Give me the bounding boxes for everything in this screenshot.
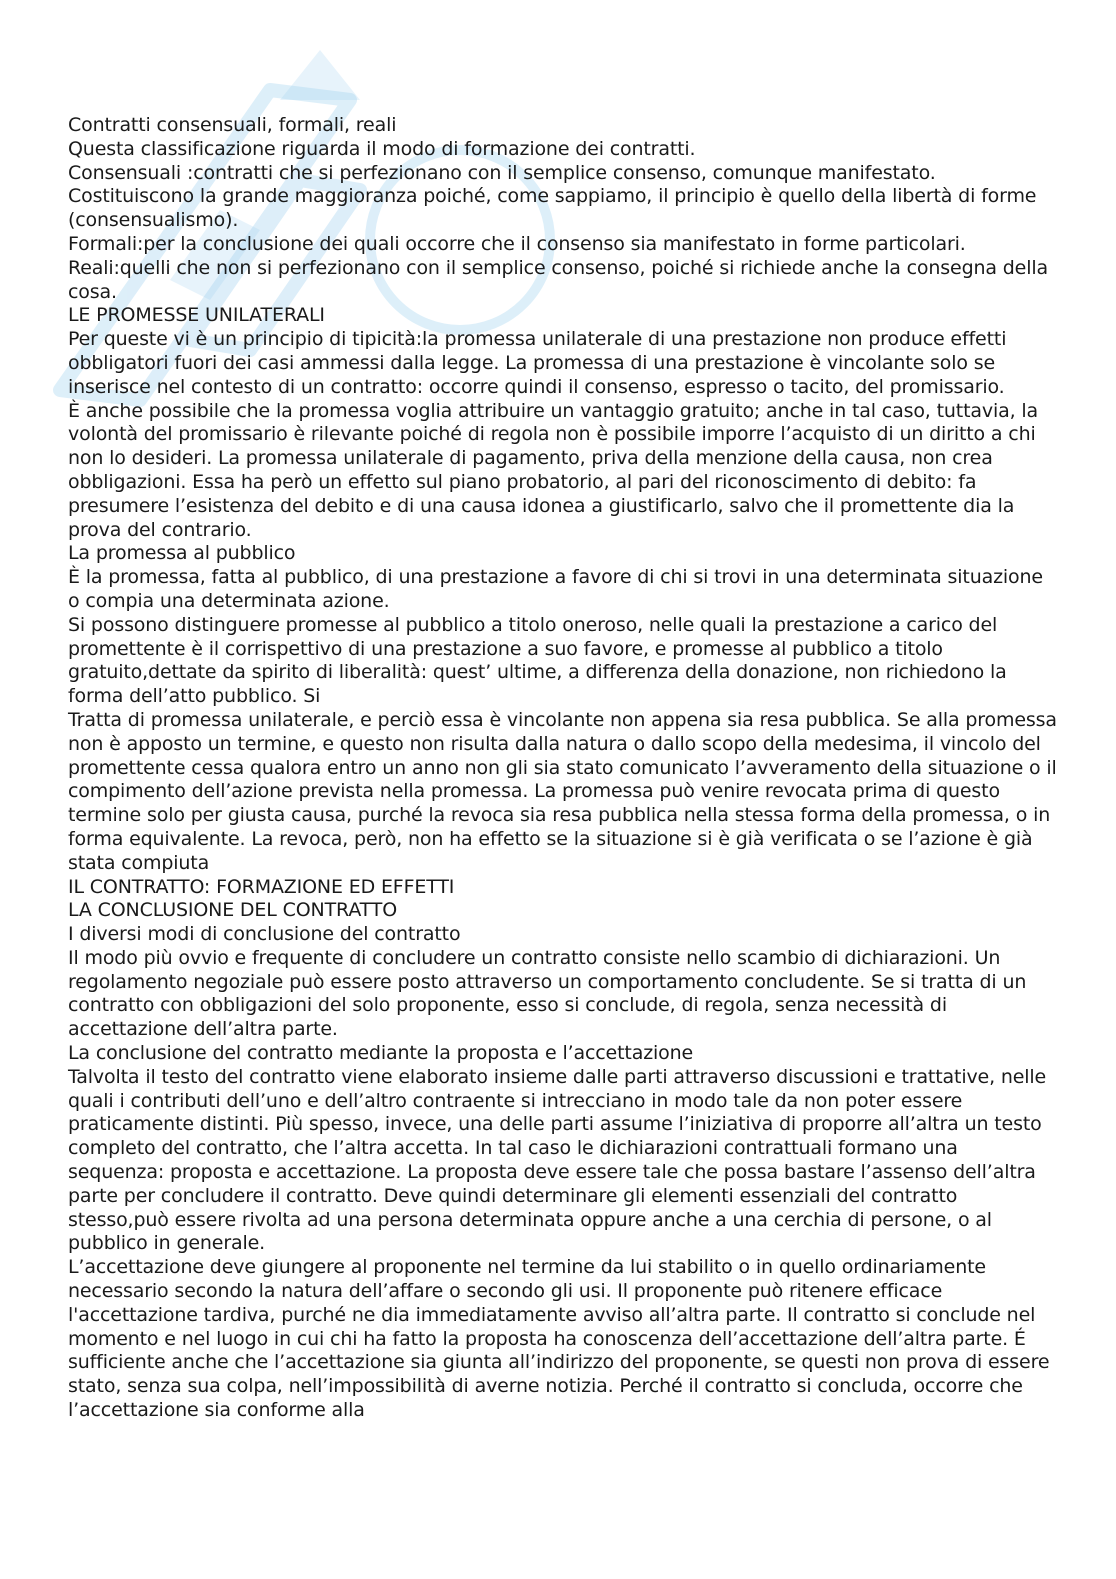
heading-promessa-al-pubblico: La promessa al pubblico [68,542,296,565]
heading-contratti: Contratti consensuali, formali, reali [68,114,397,136]
document-body [68,114,1058,1423]
paragraph: Il modo più ovvio e frequente di concludere un contratto consiste nello scambio di dichiarazioni. Un regolamento negoziale può essere posto attraverso un comportamento concludente. Se si tratta di un contratto con obbligazioni del solo proponente, esso si conclude, di regola, senza necessità di accettazione dell’altra parte. [68,946,1027,1041]
heading-proposta-accettazione: La conclusione del contratto mediante la proposta e l’accettazione [68,1042,694,1065]
paragraph: Reali:quelli che non si perfezionano con il semplice consenso, poiché si richiede anche la consegna della cosa. [68,256,1048,303]
paragraph: Questa classificazione riguarda il modo di formazione dei contratti. [68,137,696,160]
paragraph: Consensuali :contratti che si perfezionano con il semplice consenso, comunque manifestato. [68,161,936,184]
paragraph: È anche possibile che la promessa voglia attribuire un vantaggio gratuito; anche in tal caso, tuttavia, la volontà del promissario è rilevante poiché di regola non è possibile imporre l’acquisto di un diritto a chi non lo desideri. La promessa unilaterale di pagamento, priva della menzione della causa, non crea obbligazioni. Essa ha però un effetto sul piano probatorio, al pari del riconoscimento di debito: fa presumere l’esistenza del debito e di una causa idonea a giustificarlo, salvo che il promettente dia la prova del contrario. [68,399,1038,541]
heading-diversi-modi: I diversi modi di conclusione del contratto [68,923,461,946]
paragraph: Talvolta il testo del contratto viene elaborato insieme dalle parti attraverso discussioni e trattative, nelle quali i contributi dell’uno e dell’altro contraente si intrecciano in modo tale da non poter essere praticamente distinti. Più spesso, invece, una delle parti assume l’iniziativa di proporre all’altra un testo completo del contratto, che l’altra accetta. In tal caso le dichiarazioni contrattuali formano una sequenza: proposta e accettazione. La proposta deve essere tale che possa bastare l’assenso dell’altra parte per concludere il contratto. Deve quindi determinare gli elementi essenziali del contratto stesso,può essere rivolta ad una persona determinata oppure anche a una cerchia di persone, o al pubblico in generale. [68,1065,1047,1255]
paragraph: Costituiscono la grande maggioranza poiché, come sappiamo, il principio è quello della libertà di forme (consensualismo). [68,185,1037,232]
paragraph: Formali:per la conclusione dei quali occorre che il consenso sia manifestato in forme particolari. [68,232,966,255]
paragraph: L’accettazione deve giungere al proponente nel termine da lui stabilito o in quello ordinariamente necessario secondo la natura dell’affare o secondo gli usi. Il proponente può ritenere efficace l'accettazione tardiva, purché ne dia immediatamente avviso all’altra parte. Il contratto si conclude nel momento e nel luogo in cui chi ha fatto la proposta ha conoscenza dell’accettazione dell’altra parte. É sufficiente anche che l’accettazione sia giunta all’indirizzo del proponente, se questi non prova di essere stato, senza sua colpa, nell’impossibilità di averne notizia. Perché il contratto si concluda, occorre che l’accettazione sia conforme alla [68,1256,1050,1422]
heading-promesse-unilaterali: LE PROMESSE UNILATERALI [68,304,325,327]
paragraph: Tratta di promessa unilaterale, e perciò essa è vincolante non appena sia resa pubblica. Se alla promessa non è apposto un termine, e questo non risulta dalla natura o dallo scopo della medesima, il vincolo del promettente cessa qualora entro un anno non gli sia stato comunicato l’avveramento della situazione o il compimento dell’azione prevista nella promessa. La promessa può venire revocata prima di questo termine solo per giusta causa, purché la revoca sia resa pubblica nella stessa forma della promessa, o in forma equivalente. La revoca, però, non ha effetto se la situazione si è già verificata o se l’azione è già stata compiuta [68,708,1057,874]
heading-conclusione-contratto: LA CONCLUSIONE DEL CONTRATTO [68,899,398,922]
heading-contratto-formazione: IL CONTRATTO: FORMAZIONE ED EFFETTI [68,875,455,898]
paragraph: Si possono distinguere promesse al pubblico a titolo oneroso, nelle quali la prestazione a carico del promettente è il corrispettivo di una prestazione a suo favore, e promesse al pubblico a titolo gratuito,dettate da spirito di liberalità: quest’ ultime, a differenza della donazione, non richiedono la forma dell’atto pubblico. Si [68,613,1007,708]
paragraph: È la promessa, fatta al pubblico, di una prestazione a favore di chi si trovi in una determinata situazione o compia una determinata azione. [68,566,1043,612]
paragraph: Per queste vi è un principio di tipicità:la promessa unilaterale di una prestazione non produce effetti obbligatori fuori dei casi ammessi dalla legge. La promessa di una prestazione è vincolante solo se inserisce nel contesto di un contratto: occorre quindi il consenso, espresso o tacito, del promissario. [68,328,1007,398]
